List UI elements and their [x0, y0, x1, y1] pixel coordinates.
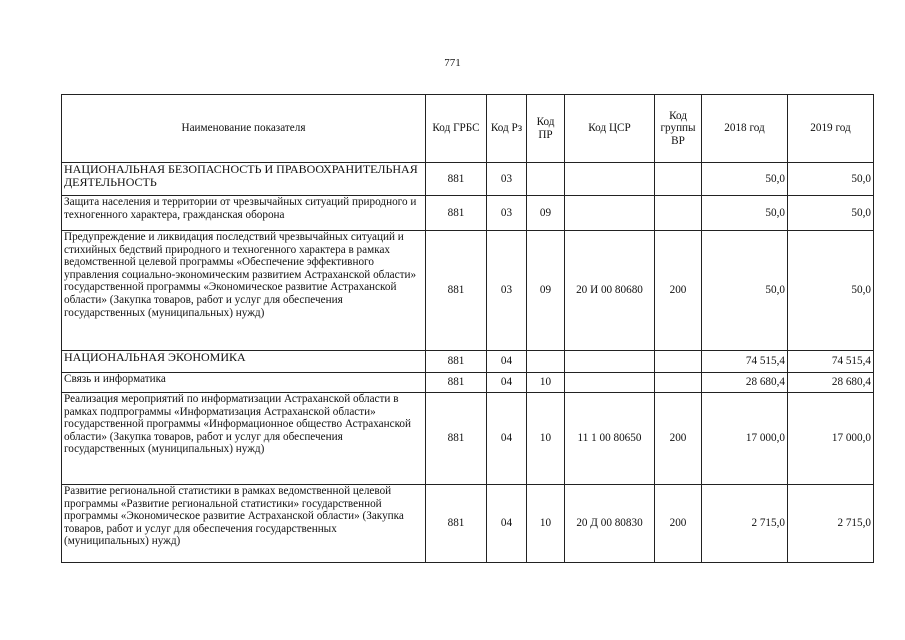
row-csr — [565, 373, 655, 393]
table-row — [62, 373, 875, 393]
row-2018: 50,0 — [702, 196, 788, 231]
row-pr: 10 — [527, 373, 565, 393]
row-csr: 20 И 00 80680 — [565, 231, 655, 351]
row-2019: 50,0 — [788, 196, 874, 231]
row-vr: 200 — [655, 393, 702, 485]
row-2019: 28 680,4 — [788, 373, 874, 393]
row-rz: 03 — [487, 163, 527, 196]
row-vr — [655, 351, 702, 373]
row-pr: 09 — [527, 196, 565, 231]
header-2019: 2019 год — [788, 95, 874, 163]
row-vr: 200 — [655, 231, 702, 351]
row-pr: 10 — [527, 485, 565, 563]
row-vr — [655, 373, 702, 393]
row-grbs: 881 — [426, 393, 487, 485]
row-rz: 04 — [487, 373, 527, 393]
row-2019: 74 515,4 — [788, 351, 874, 373]
budget-table — [61, 94, 875, 563]
row-grbs: 881 — [426, 373, 487, 393]
row-csr — [565, 163, 655, 196]
header-name: Наименование показателя — [62, 95, 426, 163]
row-rz: 03 — [487, 196, 527, 231]
row-name: Предупреждение и ликвидация последствий чрезвычайных ситуаций и стихийных бедствий природного и техногенного характера в рамках ведомственной целевой программы «Обеспечение эффективного управления социально-экономическим развитием Астраханской области» государственной программы «Экономическое развитие Астраханской области» (Закупка товаров, работ и услуг для обеспечения государственных (муниципальных) нужд) — [62, 231, 426, 351]
header-rz: Код Рз — [487, 95, 527, 163]
header-csr: Код ЦСР — [565, 95, 655, 163]
row-rz: 04 — [487, 485, 527, 563]
row-pr — [527, 163, 565, 196]
row-csr — [565, 196, 655, 231]
row-grbs: 881 — [426, 351, 487, 373]
page-number: 771 — [444, 57, 461, 69]
header-2018: 2018 год — [702, 95, 788, 163]
row-grbs: 881 — [426, 485, 487, 563]
row-rz: 04 — [487, 351, 527, 373]
row-2019: 2 715,0 — [788, 485, 874, 563]
row-2019: 50,0 — [788, 231, 874, 351]
row-rz: 03 — [487, 231, 527, 351]
header-grbs: Код ГРБС — [426, 95, 487, 163]
row-2018: 50,0 — [702, 231, 788, 351]
row-2018: 74 515,4 — [702, 351, 788, 373]
row-vr: 200 — [655, 485, 702, 563]
row-2018: 2 715,0 — [702, 485, 788, 563]
row-grbs: 881 — [426, 163, 487, 196]
row-name: Связь и информатика — [62, 373, 426, 393]
row-name: Реализация мероприятий по информатизации Астраханской области в рамках подпрограммы «Информатизация Астраханской области» государственной программы «Информационное общество Астраханской области» (Закупка товаров, работ и услуг для обеспечения государственных (муниципальных) нужд) — [62, 393, 426, 485]
header-row — [62, 95, 875, 163]
header-vr: Код группы ВР — [655, 95, 702, 163]
row-pr: 09 — [527, 231, 565, 351]
row-vr — [655, 163, 702, 196]
row-name: Развитие региональной статистики в рамках ведомственной целевой программы «Развитие региональной статистики» государственной программы «Экономическое развитие Астраханской области» (Закупка товаров, работ и услуг для обеспечения государственных (муниципальных) нужд) — [62, 485, 426, 563]
row-grbs: 881 — [426, 196, 487, 231]
table-row — [62, 196, 875, 231]
row-csr: 11 1 00 80650 — [565, 393, 655, 485]
row-pr — [527, 351, 565, 373]
row-rz: 04 — [487, 393, 527, 485]
header-pr: Код ПР — [527, 95, 565, 163]
row-pr: 10 — [527, 393, 565, 485]
row-csr — [565, 351, 655, 373]
table-row — [62, 231, 875, 351]
table-row — [62, 351, 875, 373]
table-row — [62, 485, 875, 563]
row-2018: 17 000,0 — [702, 393, 788, 485]
row-grbs: 881 — [426, 231, 487, 351]
table-row — [62, 393, 875, 485]
row-2019: 17 000,0 — [788, 393, 874, 485]
row-2019: 50,0 — [788, 163, 874, 196]
row-name: Защита населения и территории от чрезвычайных ситуаций природного и техногенного характера, гражданская оборона — [62, 196, 426, 231]
row-2018: 28 680,4 — [702, 373, 788, 393]
row-2018: 50,0 — [702, 163, 788, 196]
row-name: НАЦИОНАЛЬНАЯ ЭКОНОМИКА — [62, 351, 426, 373]
row-name: НАЦИОНАЛЬНАЯ БЕЗОПАСНОСТЬ И ПРАВООХРАНИТЕЛЬНАЯ ДЕЯТЕЛЬНОСТЬ — [62, 163, 426, 196]
row-csr: 20 Д 00 80830 — [565, 485, 655, 563]
row-vr — [655, 196, 702, 231]
table-row — [62, 163, 875, 196]
